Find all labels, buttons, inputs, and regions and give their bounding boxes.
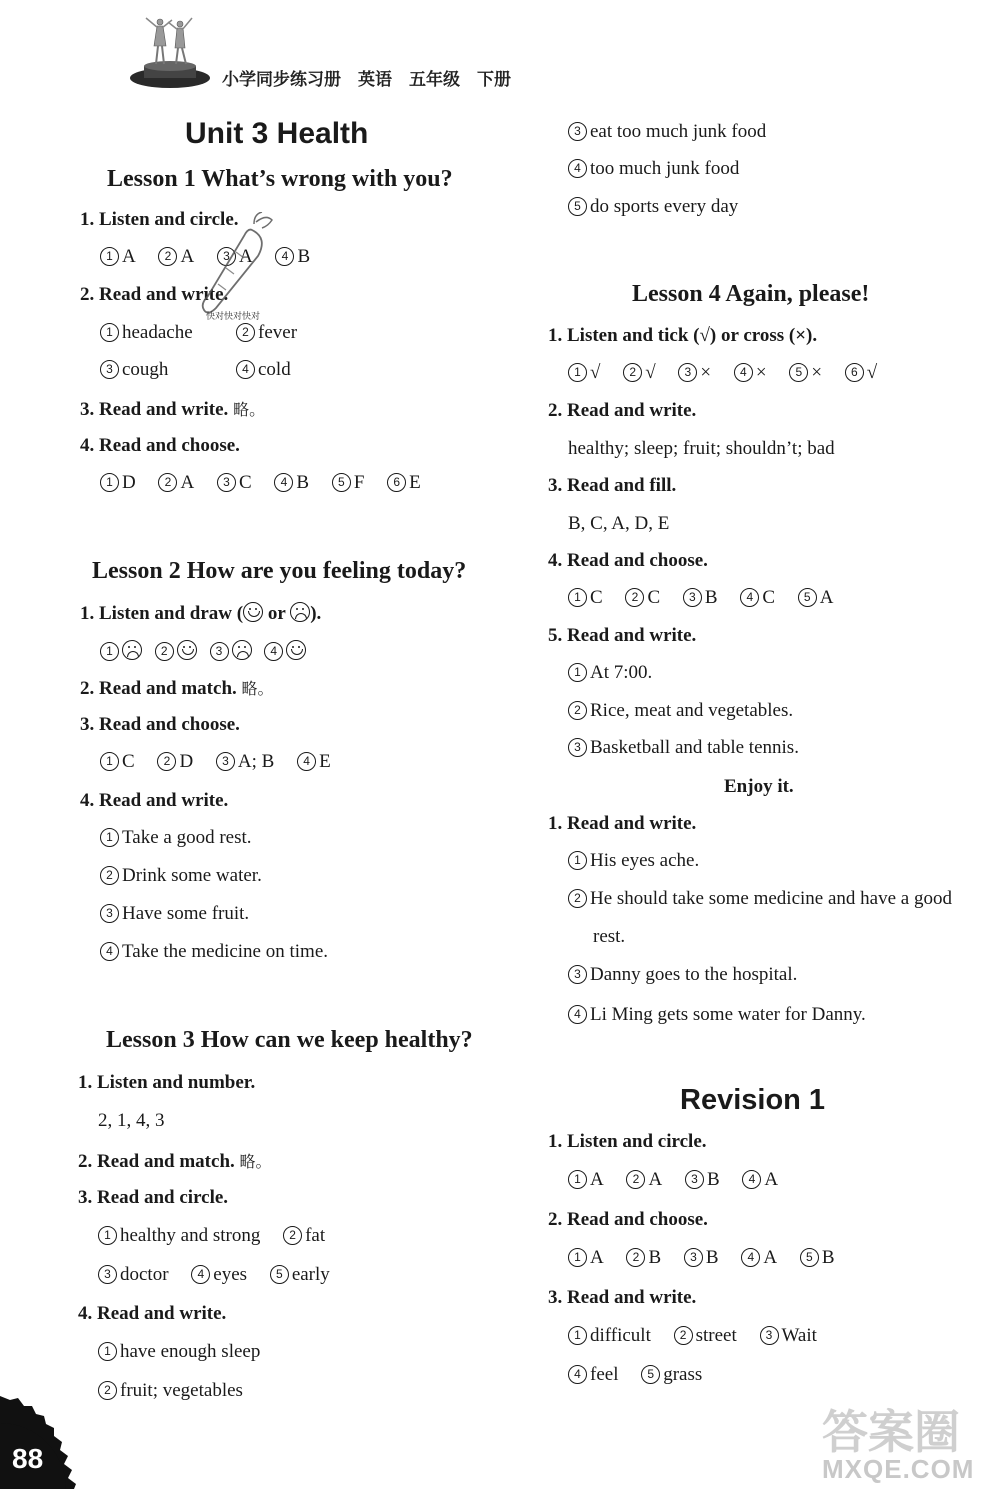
revision-title: Revision 1 — [680, 1084, 826, 1116]
lesson1-q4-answers — [100, 472, 439, 494]
page-number: 88 — [12, 1443, 44, 1474]
answer-item: 2 C — [625, 587, 660, 608]
answer-item: 2 D — [157, 751, 193, 772]
lesson2-q4-label: 4. Read and write. — [80, 790, 229, 811]
answer-item: 3 eat too much junk food — [568, 121, 766, 143]
answer-item: 1 Take a good rest. — [100, 827, 252, 849]
sad-face-icon — [290, 602, 310, 622]
answer-item: 3 B — [685, 1169, 720, 1190]
header-title: 小学同步练习册 英语 五年级 下册 — [222, 70, 511, 90]
answer-item: 2 — [155, 641, 205, 662]
lesson2-q3-answers — [100, 751, 349, 773]
answer-item: 3 A; B — [216, 751, 274, 772]
answer-item: 3 Danny goes to the hospital. — [568, 964, 797, 986]
lesson1-q2-label: 2. Read and write. — [80, 284, 229, 305]
lesson1-q3-answer: 略。 — [233, 400, 266, 419]
answer-item: 2 A — [626, 1169, 662, 1190]
sad-face-icon — [122, 640, 142, 660]
answer-item: 4 eyes — [191, 1264, 247, 1285]
lesson3-q2-answer: 略。 — [239, 1152, 272, 1171]
lesson3-q1-answer: 2, 1, 4, 3 — [98, 1110, 165, 1131]
answer-item: 2 A — [158, 472, 194, 493]
answer-item: 3 B — [683, 587, 718, 608]
answer-item: 1 have enough sleep — [98, 1341, 260, 1363]
answer-item: 2 √ — [623, 362, 655, 383]
answer-item: 4 × — [734, 362, 767, 383]
lesson1-q4-label: 4. Read and choose. — [80, 435, 240, 456]
answer-item: 6 √ — [845, 362, 877, 383]
lesson4-q4-label: 4. Read and choose. — [548, 550, 708, 571]
answer-item-continued: rest. — [593, 926, 626, 947]
answer-item: 1 difficult — [568, 1325, 651, 1346]
revision-q3-label: 3. Read and write. — [548, 1287, 697, 1308]
enjoy-title: Enjoy it. — [724, 776, 794, 797]
answer-item: 1 √ — [568, 362, 600, 383]
revision-q2-label: 2. Read and choose. — [548, 1209, 708, 1230]
revision-q3-answers-row2 — [568, 1364, 720, 1386]
answer-item: 4 feel — [568, 1364, 618, 1385]
answer-item: 5 grass — [641, 1364, 702, 1385]
lesson4-q5-label: 5. Read and write. — [548, 625, 697, 646]
answer-item: 1 headache — [100, 322, 193, 344]
answer-item: 2 street — [674, 1325, 737, 1346]
answer-item: 3 C — [217, 472, 252, 493]
answer-item: 4 E — [297, 751, 331, 772]
answer-item: 5 A — [798, 587, 834, 608]
answer-item: 1 A — [100, 246, 136, 267]
lesson2-title: Lesson 2 How are you feeling today? — [92, 558, 467, 584]
happy-face-icon — [243, 602, 263, 622]
answer-item: 4 B — [274, 472, 309, 493]
header-logo-icon — [128, 12, 212, 90]
revision-q1-label: 1. Listen and circle. — [548, 1131, 707, 1152]
answer-item: 2 Rice, meat and vegetables. — [568, 700, 793, 722]
answer-item: 5 F — [332, 472, 365, 493]
revision-q2-answers — [568, 1247, 853, 1269]
answer-item: 3 Basketball and table tennis. — [568, 737, 799, 759]
watermark-url: MXQE.COM — [822, 1454, 975, 1484]
lesson4-q3-answer: B, C, A, D, E — [568, 513, 670, 534]
answer-item: 4 A — [741, 1247, 777, 1268]
answer-item: 4 too much junk food — [568, 158, 739, 180]
answer-item: 2 A — [158, 246, 194, 267]
lesson3-q1-label: 1. Listen and number. — [78, 1072, 256, 1093]
answer-item: 4 B — [275, 246, 310, 267]
lesson4-q1-label: 1. Listen and tick (√) or cross (×). — [548, 325, 818, 346]
lesson2-q2-answer: 略。 — [241, 679, 274, 698]
lesson2-q1-label: 1. Listen and draw ( or ). — [80, 603, 322, 624]
lesson4-q2-answer: healthy; sleep; fruit; shouldn’t; bad — [568, 438, 835, 459]
answer-item: 1 D — [100, 472, 136, 493]
answer-item: 2 B — [626, 1247, 661, 1268]
watermark-logo: 答案圈 — [822, 1405, 960, 1459]
lesson3-q2-label: 2. Read and match. 略。 — [78, 1151, 272, 1172]
answer-item: 1 — [100, 641, 150, 662]
answer-item: 5 B — [800, 1247, 835, 1268]
answer-item: 4 A — [742, 1169, 778, 1190]
answer-item: 3 B — [684, 1247, 719, 1268]
answer-item: 5 do sports every day — [568, 196, 738, 218]
revision-q3-answers-row1 — [568, 1325, 835, 1347]
lesson4-q1-answers — [568, 362, 895, 384]
happy-face-icon — [286, 640, 306, 660]
answer-item: 1 C — [568, 587, 603, 608]
answer-item: 1 healthy and strong — [98, 1225, 260, 1246]
lesson4-title: Lesson 4 Again, please! — [632, 281, 870, 307]
lesson2-q3-label: 3. Read and choose. — [80, 714, 240, 735]
unit-title: Unit 3 Health — [185, 117, 369, 150]
lesson3-q3-label: 3. Read and circle. — [78, 1187, 229, 1208]
lesson2-q2-label: 2. Read and match. 略。 — [80, 678, 274, 699]
lesson3-q3-answers-row1 — [98, 1225, 343, 1247]
answer-item: 1 At 7:00. — [568, 662, 652, 684]
answer-item: 1 His eyes ache. — [568, 850, 699, 872]
answer-item: 4 — [264, 641, 314, 662]
lesson4-q4-answers — [568, 587, 851, 609]
answer-item: 2 fruit; vegetables — [98, 1380, 243, 1402]
lesson2-q1-answers — [100, 640, 314, 663]
answer-item: 3 — [210, 641, 260, 662]
answer-item: 1 C — [100, 751, 135, 772]
answer-item: 1 A — [568, 1247, 604, 1268]
lesson3-title: Lesson 3 How can we keep healthy? — [106, 1027, 473, 1053]
answer-item: 2 He should take some medicine and have a good — [568, 888, 952, 910]
answer-item: 4 cold — [236, 359, 291, 381]
lesson1-title: Lesson 1 What’s wrong with you? — [107, 166, 453, 192]
answer-item: 5 × — [789, 362, 822, 383]
answer-item: 2 fever — [236, 322, 297, 344]
answer-item: 4 C — [740, 587, 775, 608]
revision-q1-answers — [568, 1169, 796, 1191]
answer-item: 3 Wait — [760, 1325, 817, 1346]
answer-item: 3 A — [217, 246, 253, 267]
answer-item: 4 Li Ming gets some water for Danny. — [568, 1004, 866, 1026]
stamp-text: 快对快对快对 — [206, 312, 261, 322]
answer-item: 1 A — [568, 1169, 604, 1190]
answer-item: 5 early — [270, 1264, 330, 1285]
sad-face-icon — [232, 640, 252, 660]
answer-item: 2 Drink some water. — [100, 865, 262, 887]
answer-item: 3 doctor — [98, 1264, 169, 1285]
lesson3-q4-label: 4. Read and write. — [78, 1303, 227, 1324]
lesson4-q2-label: 2. Read and write. — [548, 400, 697, 421]
answer-item: 3 × — [678, 362, 711, 383]
lesson1-q3-label: 3. Read and write. 略。 — [80, 399, 266, 420]
answer-item: 3 cough — [100, 359, 168, 381]
lesson1-q1-label: 1. Listen and circle. — [80, 209, 239, 230]
answer-item: 3 Have some fruit. — [100, 903, 249, 925]
enjoy-q1-label: 1. Read and write. — [548, 813, 697, 834]
lesson4-q3-label: 3. Read and fill. — [548, 475, 677, 496]
answer-item: 6 E — [387, 472, 421, 493]
happy-face-icon — [177, 640, 197, 660]
answer-item: 2 fat — [283, 1225, 325, 1246]
lesson3-q3-answers-row2 — [98, 1264, 348, 1286]
answer-item: 4 Take the medicine on time. — [100, 941, 328, 963]
